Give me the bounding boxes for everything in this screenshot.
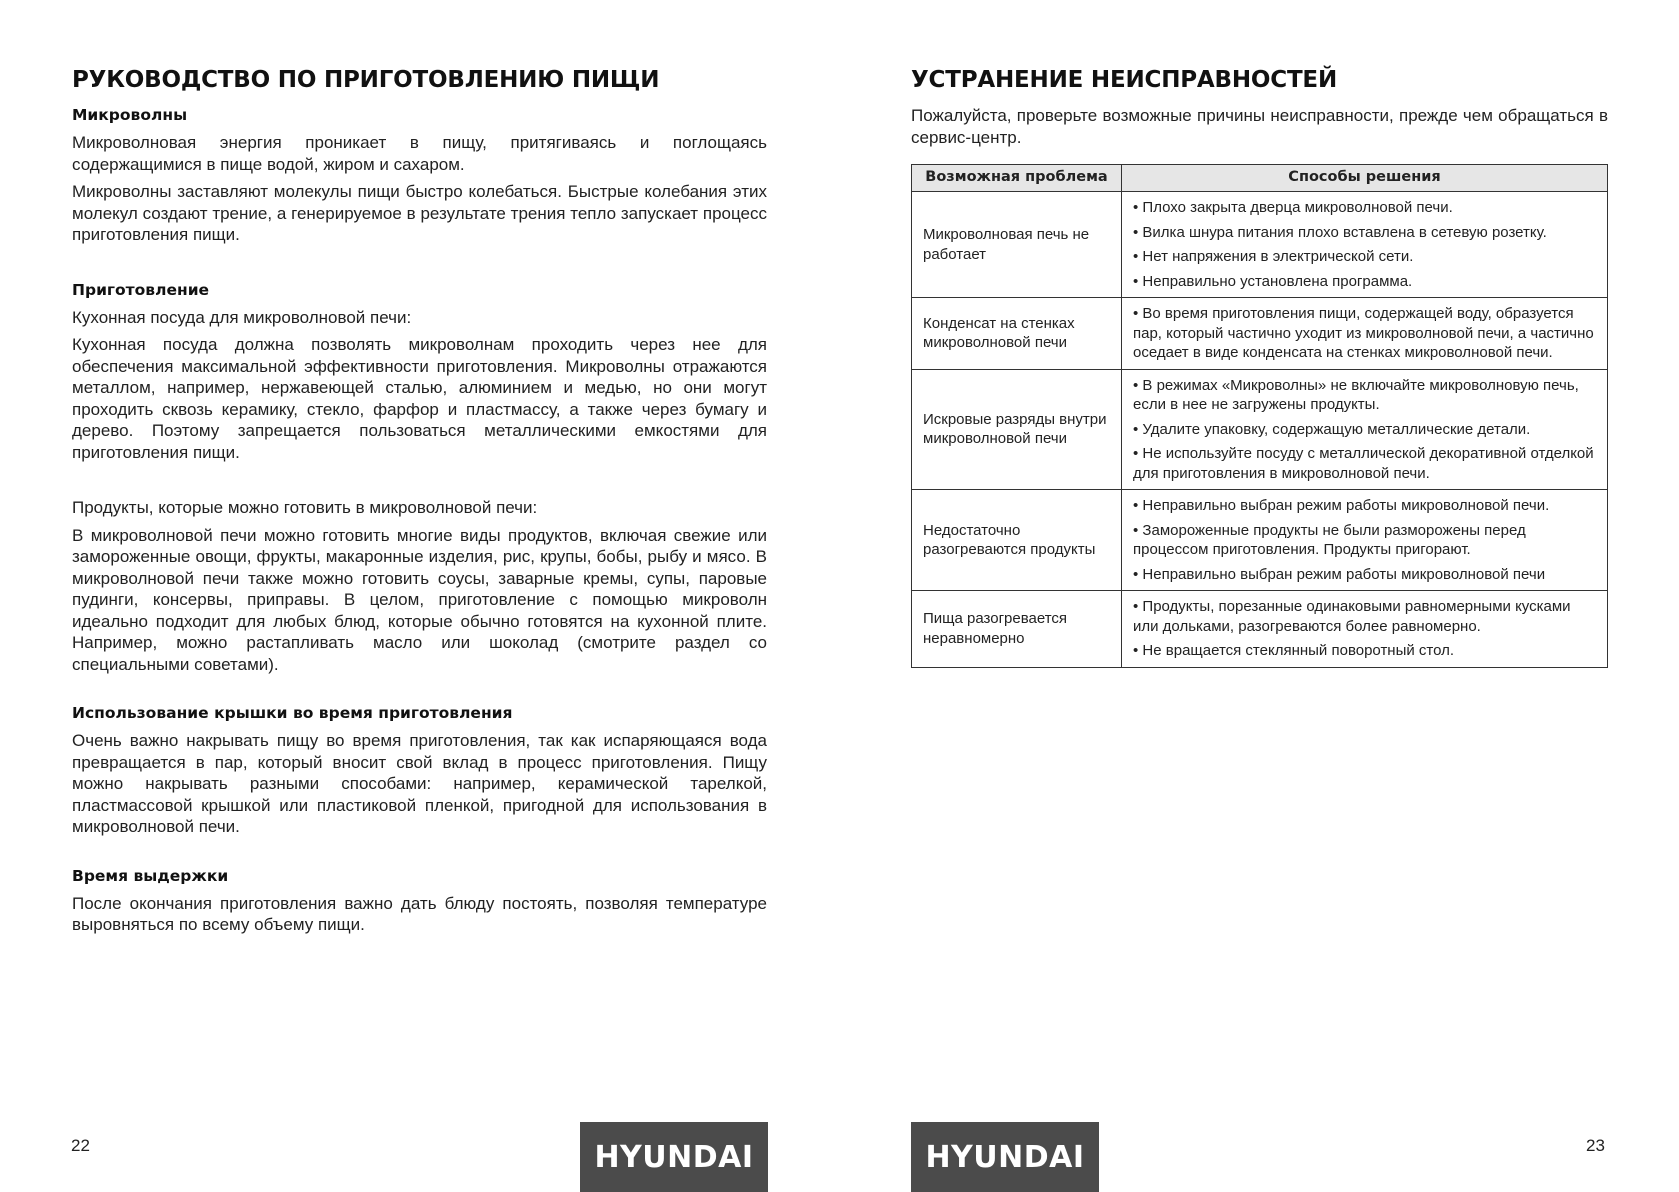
solution-item: • Неправильно установлена программа. (1133, 272, 1413, 290)
solution-item: • Вилка шнура питания плохо вставлена в сетевую розетку. (1133, 223, 1547, 241)
page-title-troubleshooting: УСТРАНЕНИЕ НЕИСПРАВНОСТЕЙ (911, 67, 1337, 93)
table-row (912, 192, 1608, 298)
section-standing-time (72, 866, 767, 936)
section-lid-usage (72, 703, 767, 838)
heading-cooking: Приготовление (72, 280, 210, 299)
paragraph: Микроволны заставляют молекулы пищи быстро колебаться. Быстрые колебания этих молекул создают трение, а генерируемое в результате трения тепло запускает процесс приготовления пищи. (72, 182, 767, 244)
solution-item: • Во время приготовления пищи, содержащей воду, образуется пар, который частично уходит из микроволновой печи, а частично оседает в виде конденсата на стенках микроволновой печи. (1133, 305, 1594, 361)
paragraph: Кухонная посуда для микроволновой печи: (72, 307, 412, 327)
logo-text: HYUNDAI (594, 1139, 754, 1175)
paragraph: После окончания приготовления важно дать блюду постоять, позволяя температуре выровняться по всему объему пищи. (72, 893, 767, 934)
paragraph: В микроволновой печи можно готовить многие виды продуктов, включая свежие или замороженные овощи, фрукты, макаронные изделия, рис, крупы, бобы, рыбу и мясо. В микроволновой печи также можно готовить соусы, заварные кремы, супы, паровые пудинги, консервы, приправы. В целом, приготовление с помощью микроволн идеально подходит для любых блюд, которые обычно готовятся на кухонной плите. Например, можно растапливать масло или шоколад (смотрите раздел со специальными советами). (72, 525, 767, 674)
table-row (912, 490, 1608, 591)
problem-cell: Искровые разряды внутри микроволновой печи (912, 369, 1122, 490)
page-number-right: 23 (1586, 1136, 1605, 1155)
section-cooking (72, 280, 767, 464)
paragraph: Микроволновая энергия проникает в пищу, притягиваясь и поглощаясь содержащимися в пище водой, жиром и сахаром. (72, 133, 767, 174)
solution-item: • Удалите упаковку, содержащую металлические детали. (1133, 420, 1531, 438)
page-number-left: 22 (71, 1136, 90, 1155)
solution-item: • Не используйте посуду с металлической декоративной отделкой для приготовления в микроволновой печи. (1133, 445, 1594, 482)
solution-item: • Плохо закрыта дверца микроволновой печи. (1133, 199, 1453, 216)
solution-item: • Продукты, порезанные одинаковыми равномерными кусками или дольками, разогреваются более равномерно. (1133, 598, 1571, 635)
solutions-cell (1122, 298, 1608, 370)
solutions-cell (1122, 369, 1608, 490)
solution-item: • Неправильно выбран режим работы микроволновой печи. (1133, 497, 1550, 514)
left-page (72, 64, 767, 970)
problem-cell: Недостаточно разогреваются продукты (912, 490, 1122, 591)
paragraph: Кухонная посуда должна позволять микроволнам проходить через нее для обеспечения максимальной эффективности приготовления. Микроволны отражаются металлом, например, нержавеющей сталью, алюминием и медью, но они могут проходить сквозь керамику, стекло, фарфор и пластмассу, а также через бумагу и дерево. Поэтому запрещается пользоваться металлическими емкостями для приготовления пищи. (72, 335, 767, 462)
solution-item: • Не вращается стеклянный поворотный стол. (1133, 642, 1455, 659)
solution-item: • Замороженные продукты не были разморожены перед процессом приготовления. Продукты пригорают. (1133, 521, 1526, 558)
paragraph: Очень важно накрывать пищу во время приготовления, так как испаряющаяся вода превращается в пар, который вносит свой вклад в процесс приготовления. Пищу можно накрывать разными способами: например, керамической тарелкой, пластмассовой крышкой или пластиковой пленкой, пригодной для использования в микроволновой печи. (72, 731, 767, 836)
heading-standing-time: Время выдержки (72, 866, 229, 885)
solution-item: • В режимах «Микроволны» не включайте микроволновую печь, если в нее не загружены продукты. (1133, 376, 1579, 413)
intro-text: Пожалуйста, проверьте возможные причины неисправности, прежде чем обращаться в сервис-центр. (911, 106, 1608, 147)
problem-cell: Конденсат на стенках микроволновой печи (912, 298, 1122, 370)
solutions-cell (1122, 591, 1608, 668)
solution-item: • Нет напряжения в электрической сети. (1133, 248, 1414, 265)
hyundai-logo-left (580, 1122, 768, 1192)
right-page (911, 64, 1608, 668)
page-title-cooking-guide: РУКОВОДСТВО ПО ПРИГОТОВЛЕНИЮ ПИЩИ (72, 67, 660, 93)
table-row (912, 369, 1608, 490)
solutions-cell (1122, 490, 1608, 591)
section-microwaves (72, 105, 767, 246)
heading-microwaves: Микроволны (72, 106, 188, 124)
table-header-row (912, 165, 1608, 192)
problem-cell: Пища разогревается неравномерно (912, 591, 1122, 668)
column-header-solutions: Способы решения (1122, 165, 1608, 192)
troubleshooting-table (911, 164, 1608, 668)
section-products (72, 497, 767, 675)
solution-item: • Неправильно выбран режим работы микроволновой печи (1133, 565, 1546, 583)
column-header-problem: Возможная проблема (912, 165, 1122, 192)
table-row (912, 298, 1608, 370)
logo-text: HYUNDAI (925, 1139, 1085, 1175)
hyundai-logo-right (911, 1122, 1099, 1192)
table-row (912, 591, 1608, 668)
solutions-cell (1122, 192, 1608, 298)
problem-cell: Микроволновая печь не работает (912, 192, 1122, 298)
paragraph: Продукты, которые можно готовить в микроволновой печи: (72, 498, 538, 517)
heading-lid-usage: Использование крышки во время приготовления (72, 704, 513, 722)
